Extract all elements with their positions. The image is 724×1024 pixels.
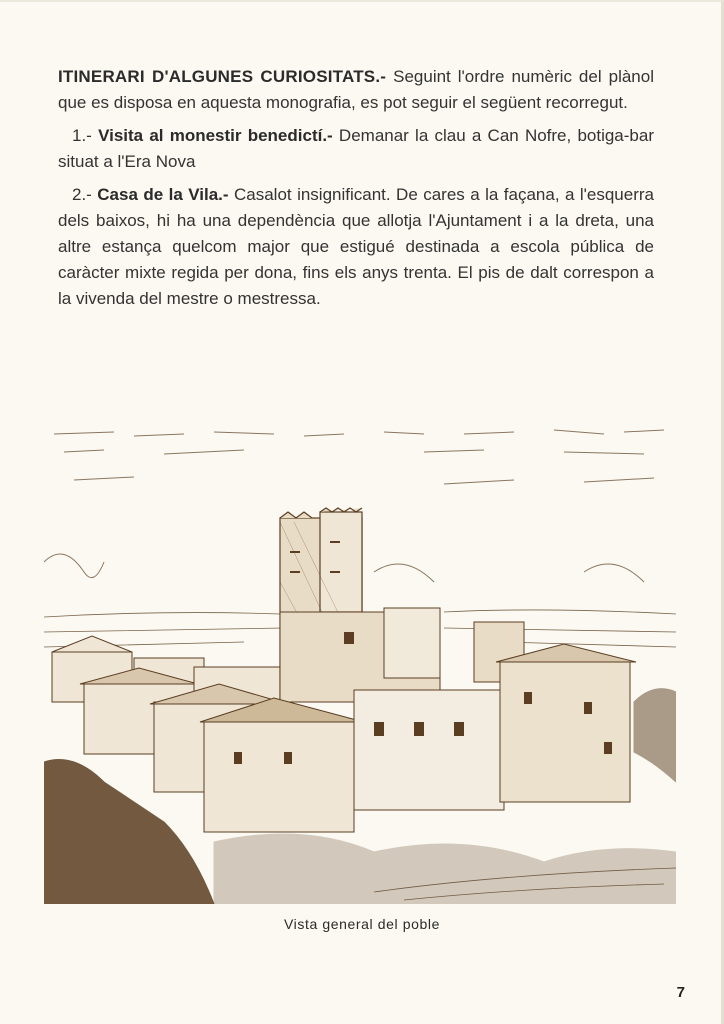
figure-caption: Vista general del poble: [284, 916, 440, 932]
page-number: 7: [676, 984, 685, 1001]
item-title: Visita al monestir benedictí.-: [98, 126, 333, 145]
item-number: 1.-: [72, 126, 92, 145]
item-body: Casalot insignificant. De cares a la façana, a l'esquerra dels baixos, hi ha una dependència que allotja l'Ajuntament i a la dreta, una altre estança quelcom major que estigué destinada a escola pública de caràcter mixte regida per dona, fins els anys trenta. El pis de dalt correspon a la vivenda del mestre o mestressa.: [58, 185, 654, 308]
item-title: Casa de la Vila.-: [97, 185, 229, 204]
item-number: 2.-: [72, 185, 92, 204]
village-drawing: [44, 422, 676, 904]
list-item: [58, 182, 654, 312]
section-heading: ITINERARI D'ALGUNES CURIOSITATS.-: [58, 67, 387, 86]
item-body: Demanar la clau a Can Nofre, botiga-bar situat a l'Era Nova: [58, 126, 654, 171]
monastery-body: [200, 608, 636, 832]
article-text: [58, 64, 654, 319]
intro-body: Seguint l'ordre numèric del plànol que es disposa en aquesta monografia, es pot seguir el següent recorregut.: [58, 67, 654, 112]
intro-paragraph: [58, 64, 654, 116]
list-item: [58, 123, 654, 175]
